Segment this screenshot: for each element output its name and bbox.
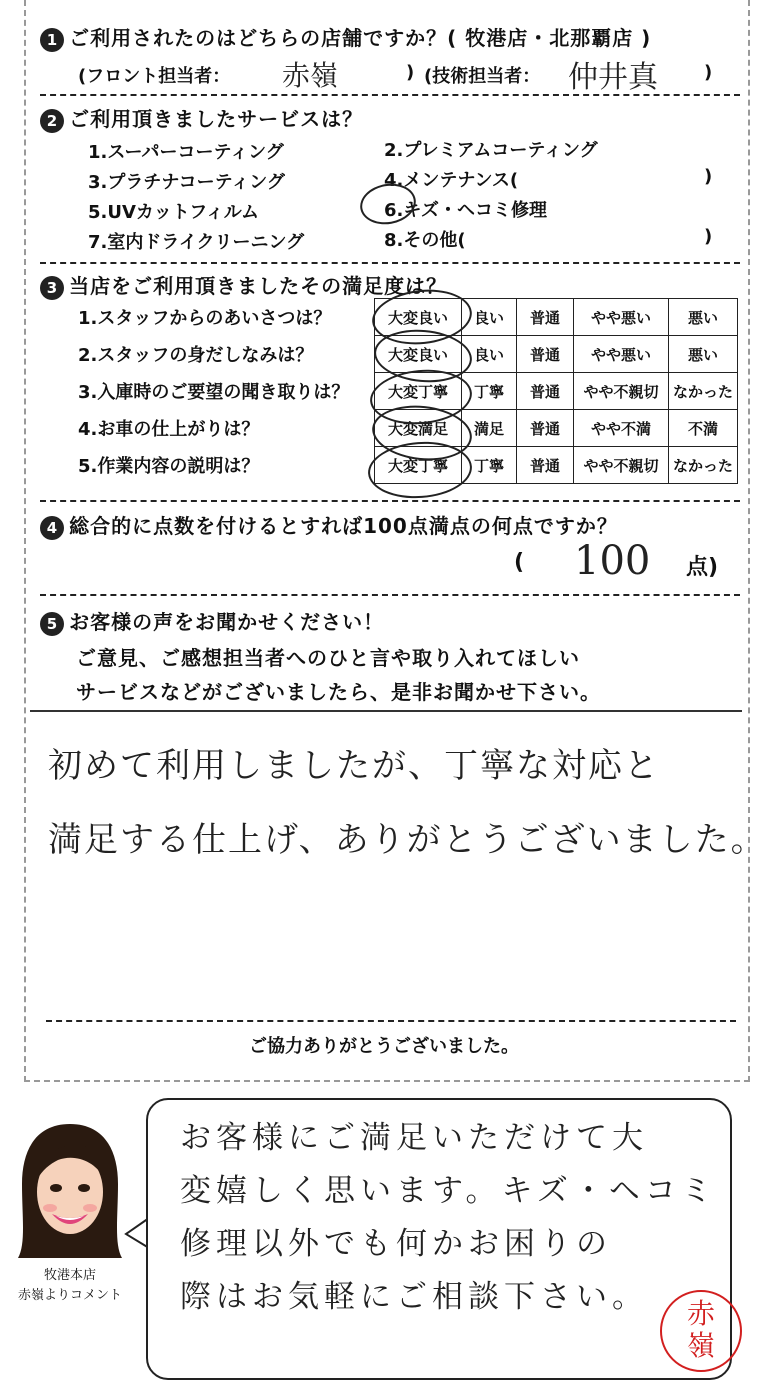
- name-stamp: [660, 1290, 742, 1372]
- option-cell: 大変満足: [375, 410, 462, 447]
- score-open-paren: (: [514, 550, 525, 575]
- q2-number-badge: 2: [40, 109, 64, 133]
- row-question: 2.スタッフの身だしなみは？: [78, 345, 314, 366]
- score-value: 100: [574, 538, 651, 584]
- service-item-8: 8.その他(: [384, 230, 466, 251]
- option-cell: 良い: [462, 299, 517, 336]
- option-cell: 満足: [462, 410, 517, 447]
- divider: [46, 1020, 736, 1022]
- q2-text: ご利用頂きましたサービスは？: [69, 107, 364, 131]
- option-cell: やや不親切: [574, 447, 669, 484]
- service-item-4: 4.メンテナンス(: [384, 170, 519, 191]
- service-item-8-close: ): [704, 226, 713, 247]
- q5-question: [40, 606, 384, 636]
- service-item-3: 3.プラチナコーティング: [88, 172, 285, 193]
- row-question: 5.作業内容の説明は？: [78, 456, 260, 477]
- row-question: 1.スタッフからのあいさつは？: [78, 308, 332, 329]
- q3-question: [40, 270, 447, 300]
- customer-answer-line-1: 初めて利用しましたが、丁寧な対応と: [48, 746, 660, 786]
- option-cell: なかった: [669, 447, 738, 484]
- q1-question: [40, 22, 651, 52]
- option-cell: 丁寧: [462, 447, 517, 484]
- divider: [40, 262, 740, 264]
- reply-line-1: お客様にご満足いただけて大: [180, 1120, 648, 1156]
- option-cell: 普通: [517, 410, 574, 447]
- reply-line-2: 変嬉しく思います。キズ・ヘコミ: [180, 1173, 717, 1209]
- staff-comment-from: 赤嶺よりコメント: [17, 1288, 122, 1303]
- staff-store: 牧港本店: [43, 1268, 96, 1283]
- option-cell: 普通: [517, 447, 574, 484]
- option-cell: やや不親切: [574, 373, 669, 410]
- option-cell: なかった: [669, 373, 738, 410]
- service-item-5: 5.UVカットフィルム: [88, 202, 260, 223]
- option-cell: 不満: [669, 410, 738, 447]
- service-item-7: 7.室内ドライクリーニング: [88, 232, 305, 253]
- customer-answer-line-2: 満足する仕上げ、ありがとうございました。: [48, 820, 767, 860]
- option-cell: 大変良い: [375, 336, 462, 373]
- option-cell: 大変良い: [375, 299, 462, 336]
- q1-number-badge: 1: [40, 28, 64, 52]
- staff-avatar: [14, 1120, 126, 1260]
- score-unit: 点): [686, 555, 719, 580]
- option-cell: 普通: [517, 336, 574, 373]
- q5-subtext-2: サービスなどがございましたら、是非お聞かせ下さい。: [76, 680, 601, 704]
- option-cell: やや悪い: [574, 336, 669, 373]
- reply-line-3: 修理以外でも何かお困りの: [180, 1226, 612, 1262]
- q4-number-badge: 4: [40, 516, 64, 540]
- divider: [30, 710, 742, 712]
- front-staff-close: ): [406, 62, 415, 83]
- option-cell: 丁寧: [462, 373, 517, 410]
- q4-text: 総合的に点数を付けるとすれば100点満点の何点ですか？: [69, 514, 618, 538]
- option-cell: 普通: [517, 373, 574, 410]
- q3-number-badge: 3: [40, 276, 64, 300]
- tech-staff-label: (技術担当者：: [424, 66, 541, 87]
- front-staff-label: (フロント担当者：: [78, 66, 231, 87]
- service-item-1: 1.スーパーコーティング: [88, 142, 284, 163]
- q4-question: [40, 510, 618, 540]
- q5-text: お客様の声をお聞かせください！: [69, 610, 385, 634]
- option-cell: やや不満: [574, 410, 669, 447]
- divider: [40, 500, 740, 502]
- q5-subtext-1: ご意見、ご感想担当者へのひと言や取り入れてほしい: [76, 646, 580, 670]
- q2-question: [40, 103, 363, 133]
- option-cell: 大変丁寧: [375, 447, 462, 484]
- reply-text: [180, 1112, 717, 1324]
- service-item-2: 2.プレミアムコーティング: [384, 140, 598, 161]
- service-item-6: 6.キズ・ヘコミ修理: [384, 200, 548, 221]
- tech-staff-close: ): [704, 62, 713, 83]
- row-question: 3.入庫時のご要望の聞き取りは？: [78, 382, 350, 403]
- tech-staff-name: 仲井真: [568, 60, 658, 95]
- divider: [40, 94, 740, 96]
- option-cell: やや悪い: [574, 299, 669, 336]
- option-cell: 良い: [462, 336, 517, 373]
- divider: [40, 594, 740, 596]
- option-cell: 大変丁寧: [375, 373, 462, 410]
- stamp-text: 赤嶺: [687, 1297, 716, 1362]
- front-staff-name: 赤嶺: [282, 59, 339, 92]
- service-item-4-close: ): [704, 166, 713, 187]
- option-cell: 悪い: [669, 299, 738, 336]
- row-question: 4.お車の仕上がりは？: [78, 419, 260, 440]
- thanks-message: ご協力ありがとうございました。: [249, 1036, 519, 1057]
- q1-text: ご利用されたのはどちらの店舗ですか？( 牧港店・北那覇店 ): [69, 26, 652, 50]
- q3-text: 当店をご利用頂きましたその満足度は？: [69, 274, 448, 298]
- q5-number-badge: 5: [40, 612, 64, 636]
- staff-caption: [4, 1266, 136, 1306]
- reply-line-4: 際はお気軽にご相談下さい。: [180, 1279, 648, 1315]
- option-cell: 悪い: [669, 336, 738, 373]
- option-cell: 普通: [517, 299, 574, 336]
